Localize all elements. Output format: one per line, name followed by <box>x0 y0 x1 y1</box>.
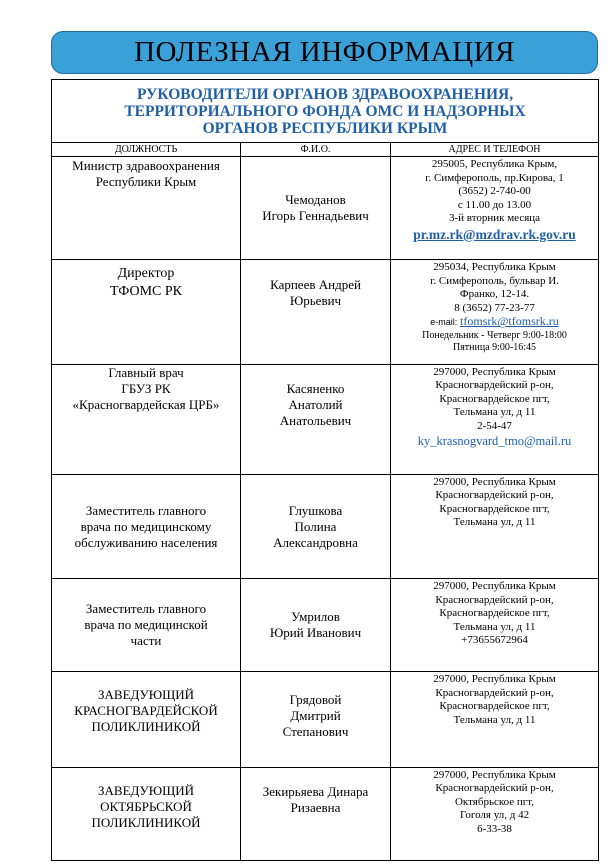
address-line: Гоголя ул, д 42 <box>459 809 530 822</box>
position-cell <box>52 474 241 578</box>
name-cell <box>241 579 391 672</box>
name-line: Анатольевич <box>279 412 352 428</box>
position-line: Заместитель главного <box>85 601 207 617</box>
position-line: ПОЛИКЛИНИКОЙ <box>91 814 201 830</box>
address-line: Красногвардейский р-он, <box>435 489 554 502</box>
address-line: Франко, 12-14. <box>459 288 530 301</box>
address-line: 295005, Республика Крым, <box>431 158 558 171</box>
name-line: Умрилов <box>291 609 340 625</box>
address-line: 297000, Республика Крым <box>433 673 556 686</box>
name-cell <box>241 672 391 767</box>
position-line: обслуживанию населения <box>74 534 218 550</box>
name-cell <box>241 767 391 860</box>
table-row <box>52 767 599 860</box>
contacts-table <box>51 79 599 861</box>
name-line: Дмитрий <box>290 708 341 724</box>
name-line: Степанович <box>282 724 349 740</box>
address-line: Тельмана ул, д 11 <box>453 620 536 633</box>
table-heading <box>52 80 599 143</box>
address-line: Тельмана ул, д 11 <box>453 713 536 726</box>
name-line: Касяненко <box>286 380 345 396</box>
address-line: Красногвардейский р-он, <box>435 379 554 392</box>
name-line: Зекирьяева Динара <box>262 783 369 799</box>
table-heading-row <box>52 80 599 143</box>
address-line: (3652) 2-740-00 <box>458 185 531 198</box>
position-line: ЗАВЕДУЮЩИЙ <box>98 687 194 703</box>
address-line: 3-й вторник месяца <box>448 212 541 225</box>
name-line: Глушкова <box>288 502 343 518</box>
address-line: 297000, Республика Крым <box>433 580 556 593</box>
name-line: Полина <box>294 518 337 534</box>
address-cell <box>391 579 599 672</box>
address-line: Красногвардейское пгт, <box>439 502 550 515</box>
position-line: части <box>130 633 162 649</box>
address-line: 295034, Республика Крым <box>433 261 556 274</box>
table-row <box>52 579 599 672</box>
name-line: Юрьевич <box>289 293 342 309</box>
position-line: Директор <box>117 266 175 282</box>
address-line: Красногвардейский р-он, <box>435 686 554 699</box>
position-cell <box>52 364 241 474</box>
position-line: Республики Крым <box>95 174 197 190</box>
heading-line: ТЕРРИТОРИАЛЬНОГО ФОНДА ОМС И НАДЗОРНЫХ <box>124 102 526 120</box>
hours-line: Пятница 9:00-16:45 <box>452 341 537 353</box>
table-row <box>52 157 599 260</box>
email-link[interactable]: pr.mz.rk@mzdrav.rk.gov.ru <box>413 226 576 242</box>
position-cell <box>52 157 241 260</box>
page-title: ПОЛЕЗНАЯ ИНФОРМАЦИЯ <box>134 36 515 68</box>
address-line: +73655672964 <box>461 634 528 647</box>
address-line: Красногвардейское пгт, <box>439 392 550 405</box>
position-line: врача по медицинской <box>84 617 208 633</box>
address-cell <box>391 364 599 474</box>
position-cell <box>52 260 241 364</box>
position-cell <box>52 767 241 860</box>
address-line: 8 (3652) 77-23-77 <box>454 301 535 314</box>
address-line: 297000, Республика Крым <box>433 475 556 488</box>
address-line: 2-54-47 <box>477 419 512 432</box>
address-line: Тельмана ул, д 11 <box>453 516 536 529</box>
position-cell <box>52 672 241 767</box>
position-line: «Красногвардейская ЦРБ» <box>72 396 220 412</box>
address-cell <box>391 260 599 364</box>
address-line: Красногвардейское пгт, <box>439 607 550 620</box>
column-header-row <box>52 143 599 157</box>
position-line: Заместитель главного <box>85 502 207 518</box>
email-link[interactable]: tfomsrk@tfomsrk.ru <box>460 314 559 329</box>
address-line: 6-33-38 <box>477 822 512 835</box>
address-line: г. Симферополь, пр.Кирова, 1 <box>425 171 564 184</box>
address-line: Красногвардейский р-он, <box>435 782 554 795</box>
position-line: Главный врач <box>108 364 184 380</box>
table-row <box>52 474 599 578</box>
name-cell <box>241 157 391 260</box>
position-line: ЗАВЕДУЮЩИЙ <box>98 782 194 798</box>
name-cell <box>241 260 391 364</box>
address-line: г. Симферополь, бульвар И. <box>430 274 559 287</box>
address-cell <box>391 474 599 578</box>
name-line: Чемоданов <box>285 192 346 208</box>
position-line: ТФОМС РК <box>110 284 182 300</box>
table-row <box>52 260 599 364</box>
address-line: Красногвардейское пгт, <box>439 700 550 713</box>
address-line: 297000, Республика Крым <box>433 768 556 781</box>
hours-line: Понедельник - Четверг 9:00-18:00 <box>422 329 567 341</box>
address-cell <box>391 767 599 860</box>
email-link[interactable]: ky_krasnogvard_tmo@mail.ru <box>417 434 572 449</box>
position-line: Министр здравоохранения <box>72 158 220 174</box>
heading-line: ОРГАНОВ РЕСПУБЛИКИ КРЫМ <box>202 119 448 137</box>
title-banner <box>51 31 598 74</box>
table-row <box>52 364 599 474</box>
address-line: 297000, Республика Крым <box>433 365 556 378</box>
address-line: Красногвардейский р-он, <box>435 593 554 606</box>
name-cell <box>241 474 391 578</box>
position-line: ОКТЯБРЬСКОЙ <box>100 798 192 814</box>
name-line: Грядовой <box>289 692 342 708</box>
column-header-position: ДОЛЖНОСТЬ <box>52 143 241 157</box>
name-line: Юрий Иванович <box>269 625 362 641</box>
position-line: ПОЛИКЛИНИКОЙ <box>91 719 201 735</box>
heading-line: РУКОВОДИТЕЛИ ОРГАНОВ ЗДРАВООХРАНЕНИЯ, <box>136 85 514 103</box>
position-line: врача по медицинскому <box>80 518 212 534</box>
table-row <box>52 672 599 767</box>
address-line: с 11.00 до 13.00 <box>457 198 532 211</box>
name-cell <box>241 364 391 474</box>
position-cell <box>52 579 241 672</box>
name-line: Анатолий <box>288 396 343 412</box>
address-cell <box>391 157 599 260</box>
column-header-address: АДРЕС И ТЕЛЕФОН <box>391 143 599 157</box>
address-line: Октябрьское пгт, <box>454 795 535 808</box>
name-line: Ризаевна <box>290 799 341 815</box>
email-label: e-mail: <box>430 317 458 328</box>
name-line: Александровна <box>273 534 358 550</box>
address-cell <box>391 672 599 767</box>
column-header-name: Ф.И.О. <box>241 143 391 157</box>
address-line: Тельмана ул, д 11 <box>453 406 536 419</box>
name-line: Карпеев Андрей <box>270 277 361 293</box>
position-line: КРАСНОГВАРДЕЙСКОЙ <box>74 703 218 719</box>
name-line: Игорь Геннадьевич <box>262 208 369 224</box>
position-line: ГБУЗ РК <box>121 380 171 396</box>
